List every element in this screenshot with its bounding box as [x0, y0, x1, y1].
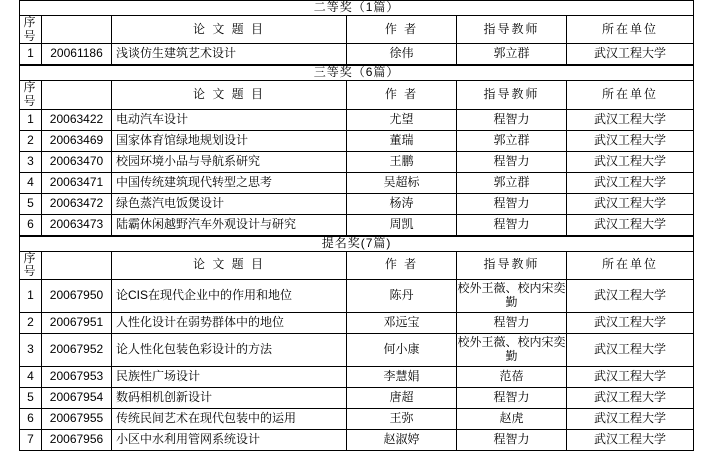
table-header-row [20, 251, 694, 280]
cell-no: 1 [20, 280, 42, 313]
cell-teacher: 程智力 [457, 193, 567, 214]
column-header-no: 序号 [20, 251, 42, 280]
cell-author: 董瑞 [347, 130, 457, 151]
table-row [20, 172, 694, 193]
cell-author: 陈丹 [347, 280, 457, 313]
cell-unit: 武汉工程大学 [567, 430, 694, 451]
cell-no: 3 [20, 334, 42, 367]
table-row [20, 193, 694, 214]
cell-id: 20063470 [42, 151, 112, 172]
column-header-unit: 所在单位 [567, 81, 694, 110]
column-header-teacher: 指导教师 [457, 15, 567, 44]
cell-unit: 武汉工程大学 [567, 172, 694, 193]
cell-no: 2 [20, 313, 42, 334]
cell-unit: 武汉工程大学 [567, 280, 694, 313]
cell-unit: 武汉工程大学 [567, 44, 694, 65]
cell-no: 4 [20, 367, 42, 388]
table-header-row [20, 81, 694, 110]
column-header-author: 作 者 [347, 251, 457, 280]
table-row [20, 409, 694, 430]
table-header-row [20, 15, 694, 44]
section-title-text: 提名奖(7篇) [20, 236, 694, 251]
cell-id: 20067950 [42, 280, 112, 313]
cell-author: 唐超 [347, 388, 457, 409]
cell-teacher: 程智力 [457, 151, 567, 172]
cell-id: 20063422 [42, 109, 112, 130]
cell-no: 7 [20, 430, 42, 451]
cell-unit: 武汉工程大学 [567, 367, 694, 388]
awards-table-nomination-prize [19, 236, 694, 451]
column-header-title: 论 文 题 目 [112, 251, 347, 280]
cell-title: 国家体育馆绿地规划设计 [112, 130, 347, 151]
cell-no: 6 [20, 214, 42, 235]
cell-title: 电动汽车设计 [112, 109, 347, 130]
column-header-no: 序号 [20, 15, 42, 44]
cell-author: 何小康 [347, 334, 457, 367]
cell-id: 20067954 [42, 388, 112, 409]
awards-table-second-prize [19, 0, 694, 65]
cell-title: 中国传统建筑现代转型之思考 [112, 172, 347, 193]
column-header-no: 序号 [20, 81, 42, 110]
cell-unit: 武汉工程大学 [567, 313, 694, 334]
cell-author: 杨涛 [347, 193, 457, 214]
cell-title: 校园环境小品与导航系研究 [112, 151, 347, 172]
cell-unit: 武汉工程大学 [567, 214, 694, 235]
cell-no: 2 [20, 130, 42, 151]
cell-unit: 武汉工程大学 [567, 409, 694, 430]
cell-id: 20063472 [42, 193, 112, 214]
cell-id: 20067951 [42, 313, 112, 334]
cell-no: 4 [20, 172, 42, 193]
cell-unit: 武汉工程大学 [567, 151, 694, 172]
column-header-author: 作 者 [347, 15, 457, 44]
table-row [20, 334, 694, 367]
cell-teacher: 程智力 [457, 388, 567, 409]
cell-unit: 武汉工程大学 [567, 109, 694, 130]
cell-id: 20063473 [42, 214, 112, 235]
cell-title: 民族性广场设计 [112, 367, 347, 388]
cell-author: 周凯 [347, 214, 457, 235]
cell-teacher: 程智力 [457, 109, 567, 130]
cell-no: 5 [20, 388, 42, 409]
cell-id: 20067952 [42, 334, 112, 367]
cell-author: 邓远宝 [347, 313, 457, 334]
column-header-teacher: 指导教师 [457, 81, 567, 110]
cell-teacher: 校外王薇、校内宋奕勤 [457, 334, 567, 367]
cell-teacher: 赵虎 [457, 409, 567, 430]
table-row [20, 109, 694, 130]
cell-title: 绿色蒸汽电饭煲设计 [112, 193, 347, 214]
column-header-teacher: 指导教师 [457, 251, 567, 280]
column-header-id [42, 15, 112, 44]
cell-teacher: 程智力 [457, 313, 567, 334]
cell-title: 传统民间艺术在现代包装中的运用 [112, 409, 347, 430]
cell-teacher: 郭立群 [457, 172, 567, 193]
table-row [20, 313, 694, 334]
cell-id: 20061186 [42, 44, 112, 65]
table-row [20, 388, 694, 409]
cell-title: 论人性化包装色彩设计的方法 [112, 334, 347, 367]
section-title-text: 二等奖（1篇） [20, 1, 694, 16]
section-title-nomination-prize [20, 236, 694, 251]
cell-no: 1 [20, 44, 42, 65]
table-row [20, 430, 694, 451]
cell-unit: 武汉工程大学 [567, 388, 694, 409]
cell-author: 李慧娟 [347, 367, 457, 388]
column-header-id [42, 251, 112, 280]
section-title-second-prize [20, 1, 694, 16]
cell-teacher: 校外王薇、校内宋奕勤 [457, 280, 567, 313]
cell-id: 20067956 [42, 430, 112, 451]
cell-title: 浅谈仿生建筑艺术设计 [112, 44, 347, 65]
table-row [20, 280, 694, 313]
cell-teacher: 程智力 [457, 214, 567, 235]
cell-id: 20063469 [42, 130, 112, 151]
cell-author: 王鹏 [347, 151, 457, 172]
awards-table-third-prize [19, 65, 694, 235]
table-row [20, 130, 694, 151]
section-title-text: 三等奖（6篇） [20, 66, 694, 81]
column-header-title: 论 文 题 目 [112, 81, 347, 110]
cell-author: 吴超标 [347, 172, 457, 193]
cell-title: 人性化设计在弱势群体中的地位 [112, 313, 347, 334]
cell-no: 6 [20, 409, 42, 430]
cell-teacher: 程智力 [457, 430, 567, 451]
table-row [20, 367, 694, 388]
column-header-author: 作 者 [347, 81, 457, 110]
cell-no: 5 [20, 193, 42, 214]
cell-author: 赵淑婷 [347, 430, 457, 451]
cell-id: 20067953 [42, 367, 112, 388]
table-row [20, 151, 694, 172]
table-row [20, 44, 694, 65]
cell-title: 论CIS在现代企业中的作用和地位 [112, 280, 347, 313]
cell-title: 数码相机创新设计 [112, 388, 347, 409]
cell-unit: 武汉工程大学 [567, 130, 694, 151]
cell-unit: 武汉工程大学 [567, 334, 694, 367]
cell-teacher: 郭立群 [457, 130, 567, 151]
column-header-id [42, 81, 112, 110]
cell-id: 20063471 [42, 172, 112, 193]
cell-no: 3 [20, 151, 42, 172]
cell-no: 1 [20, 109, 42, 130]
cell-author: 王弥 [347, 409, 457, 430]
table-row [20, 214, 694, 235]
cell-teacher: 郭立群 [457, 44, 567, 65]
cell-title: 陆霸休闲越野汽车外观设计与研究 [112, 214, 347, 235]
column-header-title: 论 文 题 目 [112, 15, 347, 44]
column-header-unit: 所在单位 [567, 251, 694, 280]
cell-title: 小区中水利用管网系统设计 [112, 430, 347, 451]
column-header-unit: 所在单位 [567, 15, 694, 44]
cell-unit: 武汉工程大学 [567, 193, 694, 214]
cell-id: 20067955 [42, 409, 112, 430]
section-title-third-prize [20, 66, 694, 81]
cell-author: 尤望 [347, 109, 457, 130]
cell-author: 徐伟 [347, 44, 457, 65]
cell-teacher: 范蓓 [457, 367, 567, 388]
